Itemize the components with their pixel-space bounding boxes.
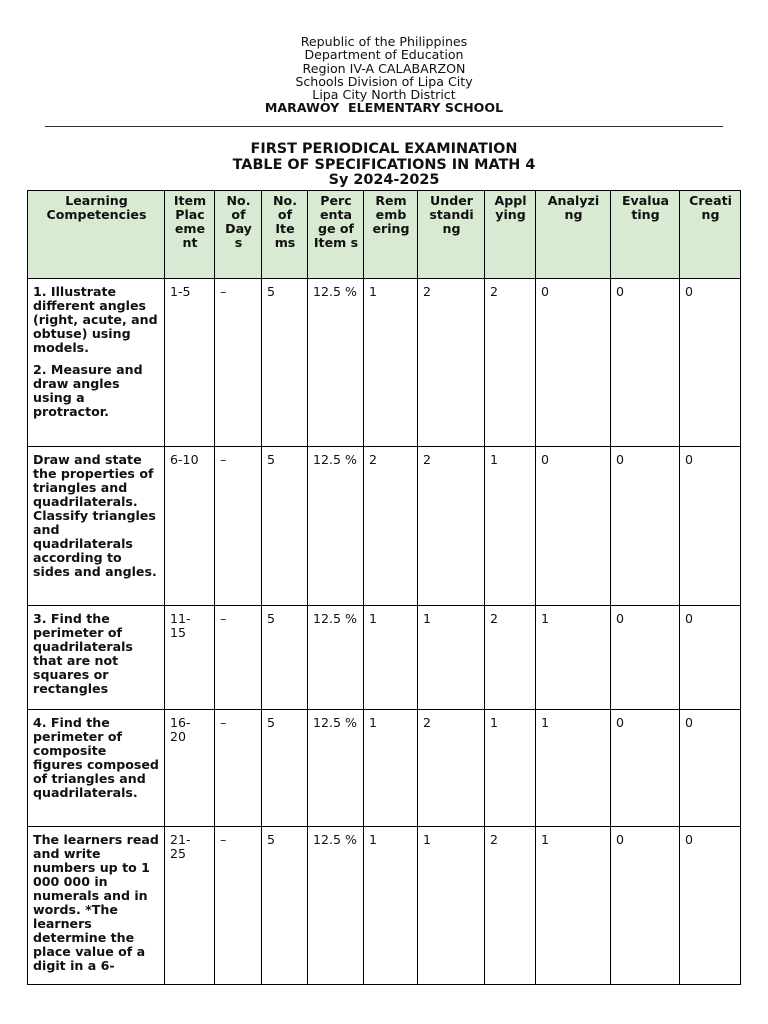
days-cell: – [215, 827, 262, 985]
header-analyzing: Analyzi ng [536, 191, 611, 279]
understanding-cell: 1 [418, 827, 485, 985]
competency-cell [28, 827, 165, 985]
remembering-cell: 1 [364, 279, 418, 447]
competency-text: 1. Illustrate different angles (right, acute, and obtuse) using models. [33, 284, 158, 355]
tos-title: TABLE OF SPECIFICATIONS IN MATH 4 [232, 156, 536, 173]
letterhead-division: Schools Division of Lipa City [295, 73, 473, 89]
items-cell: 5 [262, 447, 308, 606]
evaluating-cell: 0 [611, 447, 680, 606]
days-cell: – [215, 447, 262, 606]
analyzing-cell: 1 [536, 710, 611, 827]
document-titles [0, 142, 768, 189]
understanding-cell: 2 [418, 279, 485, 447]
header-item-placement: Item Plac eme nt [165, 191, 215, 279]
creating-cell: 0 [680, 279, 741, 447]
applying-cell: 1 [485, 710, 536, 827]
days-cell: – [215, 279, 262, 447]
creating-cell: 0 [680, 447, 741, 606]
evaluating-cell: 0 [611, 710, 680, 827]
remembering-cell: 2 [364, 447, 418, 606]
percentage-cell: 12.5 % [308, 606, 364, 710]
competency-text: 3. Find the perimeter of quadrilaterals that are not squares or rectangles [33, 611, 133, 696]
days-cell: – [215, 710, 262, 827]
competency-text: Draw and state the properties of triangles and quadrilaterals. Classify triangles and quadrilaterals according to sides and angles. [33, 452, 157, 579]
percentage-cell: 12.5 % [308, 279, 364, 447]
understanding-cell: 2 [418, 710, 485, 827]
specifications-table [27, 190, 741, 985]
remembering-cell: 1 [364, 606, 418, 710]
item-placement-cell: 6-10 [165, 447, 215, 606]
competency-cell [28, 606, 165, 710]
applying-cell: 2 [485, 827, 536, 985]
items-cell: 5 [262, 710, 308, 827]
table-row [28, 827, 741, 985]
letterhead-department: Department of Education [304, 47, 464, 63]
percentage-cell: 12.5 % [308, 710, 364, 827]
header-understanding: Under standi ng [418, 191, 485, 279]
remembering-cell: 1 [364, 710, 418, 827]
header-learning-competencies: Learning Competencies [28, 191, 165, 279]
letterhead-district: Lipa City North District [312, 87, 456, 103]
items-cell: 5 [262, 606, 308, 710]
understanding-cell: 1 [418, 606, 485, 710]
percentage-cell: 12.5 % [308, 447, 364, 606]
analyzing-cell: 0 [536, 447, 611, 606]
days-cell: – [215, 606, 262, 710]
creating-cell: 0 [680, 827, 741, 985]
analyzing-cell: 0 [536, 279, 611, 447]
table-row [28, 606, 741, 710]
header-no-of-items: No. of Ite ms [262, 191, 308, 279]
header-evaluating: Evalua ting [611, 191, 680, 279]
header-creating: Creati ng [680, 191, 741, 279]
table-header-row [28, 191, 741, 279]
table-row [28, 710, 741, 827]
header-applying: Appl ying [485, 191, 536, 279]
school-year: Sy 2024-2025 [328, 172, 440, 189]
creating-cell: 0 [680, 606, 741, 710]
item-placement-cell: 1-5 [165, 279, 215, 447]
header-percentage-of-items: Perc enta ge of Item s [308, 191, 364, 279]
applying-cell: 1 [485, 447, 536, 606]
creating-cell: 0 [680, 710, 741, 827]
item-placement-cell: 16- 20 [165, 710, 215, 827]
item-placement-cell: 21- 25 [165, 827, 215, 985]
header-no-of-days: No. of Day s [215, 191, 262, 279]
percentage-cell: 12.5 % [308, 827, 364, 985]
competency-cell [28, 279, 165, 447]
header-remembering: Rem emb ering [364, 191, 418, 279]
understanding-cell: 2 [418, 447, 485, 606]
competency-cell [28, 710, 165, 827]
letterhead-republic: Republic of the Philippines [300, 34, 468, 49]
analyzing-cell: 1 [536, 606, 611, 710]
item-placement-cell: 11- 15 [165, 606, 215, 710]
letterhead-region: Region IV-A CALABARZON [302, 60, 466, 76]
school-name: MARAWOY ELEMENTARY SCHOOL [264, 100, 504, 116]
competency-text: 2. Measure and draw angles using a protractor. [33, 362, 143, 419]
evaluating-cell: 0 [611, 279, 680, 447]
evaluating-cell: 0 [611, 827, 680, 985]
items-cell: 5 [262, 279, 308, 447]
remembering-cell: 1 [364, 827, 418, 985]
evaluating-cell: 0 [611, 606, 680, 710]
competency-text: 4. Find the perimeter of composite figures composed of triangles and quadrilaterals. [33, 715, 159, 800]
exam-title: FIRST PERIODICAL EXAMINATION [250, 141, 518, 157]
letterhead [0, 35, 768, 115]
applying-cell: 2 [485, 279, 536, 447]
table-row [28, 447, 741, 606]
header-divider [45, 126, 723, 127]
applying-cell: 2 [485, 606, 536, 710]
competency-text: The learners read and write numbers up to 1 000 000 in numerals and in words. *The learners determine the place value of a digit in a 6- [33, 832, 159, 973]
items-cell: 5 [262, 827, 308, 985]
competency-cell [28, 447, 165, 606]
table-row [28, 279, 741, 447]
analyzing-cell: 1 [536, 827, 611, 985]
